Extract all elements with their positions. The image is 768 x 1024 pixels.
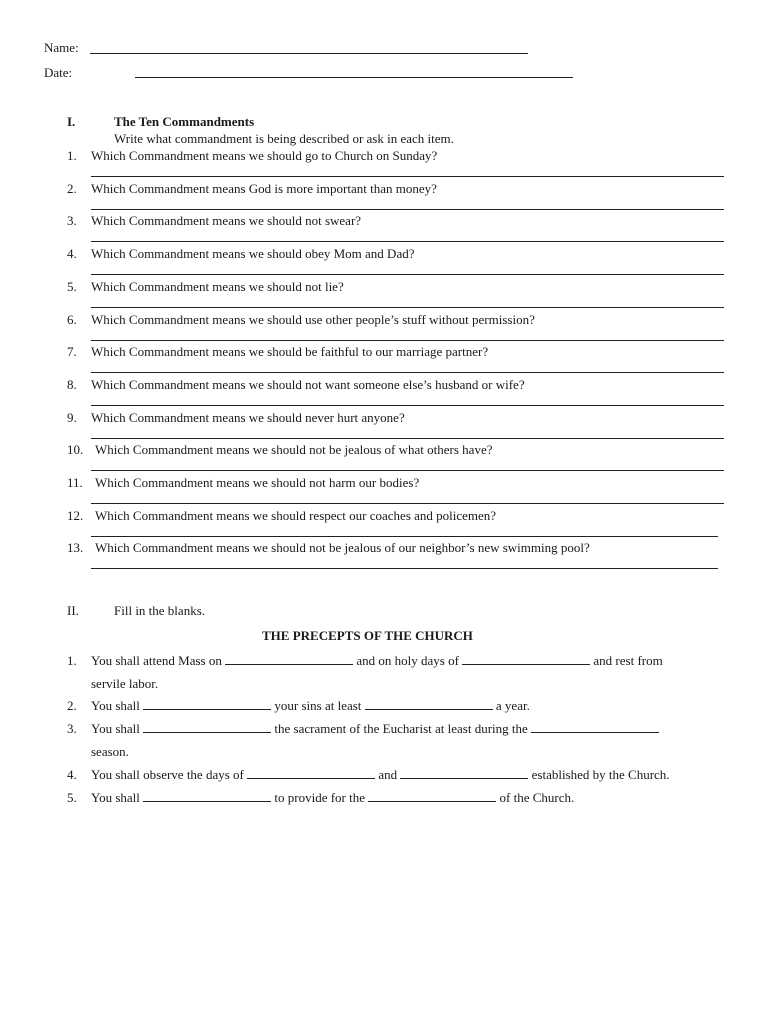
precept-number: 5. — [67, 790, 77, 805]
answer-line[interactable] — [91, 176, 724, 177]
question-text: Which Commandment means we should not swear? — [91, 213, 362, 228]
section1-numeral: I. — [67, 114, 76, 129]
precept-number: 2. — [67, 698, 77, 713]
answer-line[interactable] — [91, 470, 724, 471]
question-number: 9. — [67, 410, 77, 425]
precept-number: 4. — [67, 767, 77, 782]
question-text: Which Commandment means we should respect our coaches and policemen? — [95, 508, 497, 523]
question-text: Which Commandment means we should not be jealous of our neighbor’s new swimming pool? — [95, 540, 590, 555]
question-number: 13. — [67, 540, 84, 555]
section2-numeral: II. — [67, 603, 79, 618]
question-number: 4. — [67, 246, 77, 261]
fill-blank[interactable] — [143, 698, 271, 710]
precept-text: the sacrament of the Eucharist at least during the — [271, 721, 532, 736]
answer-line[interactable] — [91, 536, 718, 537]
precept-continuation: servile labor. — [91, 676, 159, 691]
question-text: Which Commandment means we should obey Mom and Dad? — [91, 246, 415, 261]
answer-line[interactable] — [91, 405, 724, 406]
question-text: Which Commandment means we should not lie? — [91, 279, 344, 294]
question-number: 12. — [67, 508, 84, 523]
precept-text: You shall observe the days of — [91, 767, 248, 782]
precept-line — [91, 790, 574, 806]
question-text: Which Commandment means we should not want someone else’s husband or wife? — [91, 377, 525, 392]
precept-text: and on holy days of — [353, 653, 463, 668]
precept-line — [91, 721, 659, 737]
question-number: 8. — [67, 377, 77, 392]
question-number: 5. — [67, 279, 77, 294]
precept-text: You shall — [91, 721, 144, 736]
precept-text: You shall — [91, 698, 144, 713]
date-label: Date: — [44, 65, 73, 80]
fill-blank[interactable] — [247, 767, 375, 779]
answer-line[interactable] — [91, 274, 724, 275]
question-number: 6. — [67, 312, 77, 327]
fill-blank[interactable] — [143, 790, 271, 802]
precept-continuation: season. — [91, 744, 129, 759]
answer-line[interactable] — [91, 241, 724, 242]
question-text: Which Commandment means we should never hurt anyone? — [91, 410, 405, 425]
name-label: Name: — [44, 40, 79, 55]
precept-text: a year. — [492, 698, 530, 713]
precept-line — [91, 698, 530, 714]
answer-line[interactable] — [91, 372, 724, 373]
date-line[interactable] — [135, 77, 573, 78]
question-text: Which Commandment means we should be faithful to our marriage partner? — [91, 344, 489, 359]
fill-blank[interactable] — [368, 790, 496, 802]
question-number: 7. — [67, 344, 77, 359]
precept-number: 3. — [67, 721, 77, 736]
section2-instructions: Fill in the blanks. — [114, 603, 205, 618]
answer-line[interactable] — [91, 503, 724, 504]
question-number: 11. — [67, 475, 83, 490]
fill-blank[interactable] — [225, 653, 353, 665]
fill-blank[interactable] — [531, 721, 659, 733]
precept-text: to provide for the — [271, 790, 369, 805]
question-text: Which Commandment means God is more important than money? — [91, 181, 437, 196]
answer-line[interactable] — [91, 209, 724, 210]
precept-text: and rest from — [590, 653, 663, 668]
answer-line[interactable] — [91, 438, 724, 439]
fill-blank[interactable] — [462, 653, 590, 665]
question-text: Which Commandment means we should use other people’s stuff without permission? — [91, 312, 535, 327]
section1-title: The Ten Commandments — [114, 114, 255, 129]
fill-blank[interactable] — [143, 721, 271, 733]
precept-line — [91, 767, 670, 783]
question-number: 3. — [67, 213, 77, 228]
answer-line[interactable] — [91, 340, 724, 341]
precept-number: 1. — [67, 653, 77, 668]
precept-text: and — [375, 767, 401, 782]
question-number: 10. — [67, 442, 84, 457]
fill-blank[interactable] — [365, 698, 493, 710]
section2-title: THE PRECEPTS OF THE CHURCH — [262, 628, 473, 643]
question-text: Which Commandment means we should not be jealous of what others have? — [95, 442, 493, 457]
fill-blank[interactable] — [400, 767, 528, 779]
precept-text: You shall — [91, 790, 144, 805]
precept-text: of the Church. — [496, 790, 575, 805]
question-text: Which Commandment means we should go to Church on Sunday? — [91, 148, 438, 163]
section1-instructions: Write what commandment is being described or ask in each item. — [114, 131, 454, 146]
answer-line[interactable] — [91, 307, 724, 308]
question-number: 2. — [67, 181, 77, 196]
precept-text: You shall attend Mass on — [91, 653, 226, 668]
question-number: 1. — [67, 148, 77, 163]
precept-text: your sins at least — [271, 698, 365, 713]
answer-line[interactable] — [91, 568, 718, 569]
precept-text: established by the Church. — [528, 767, 670, 782]
name-line[interactable] — [90, 53, 528, 54]
question-text: Which Commandment means we should not harm our bodies? — [95, 475, 420, 490]
precept-line — [91, 653, 663, 669]
